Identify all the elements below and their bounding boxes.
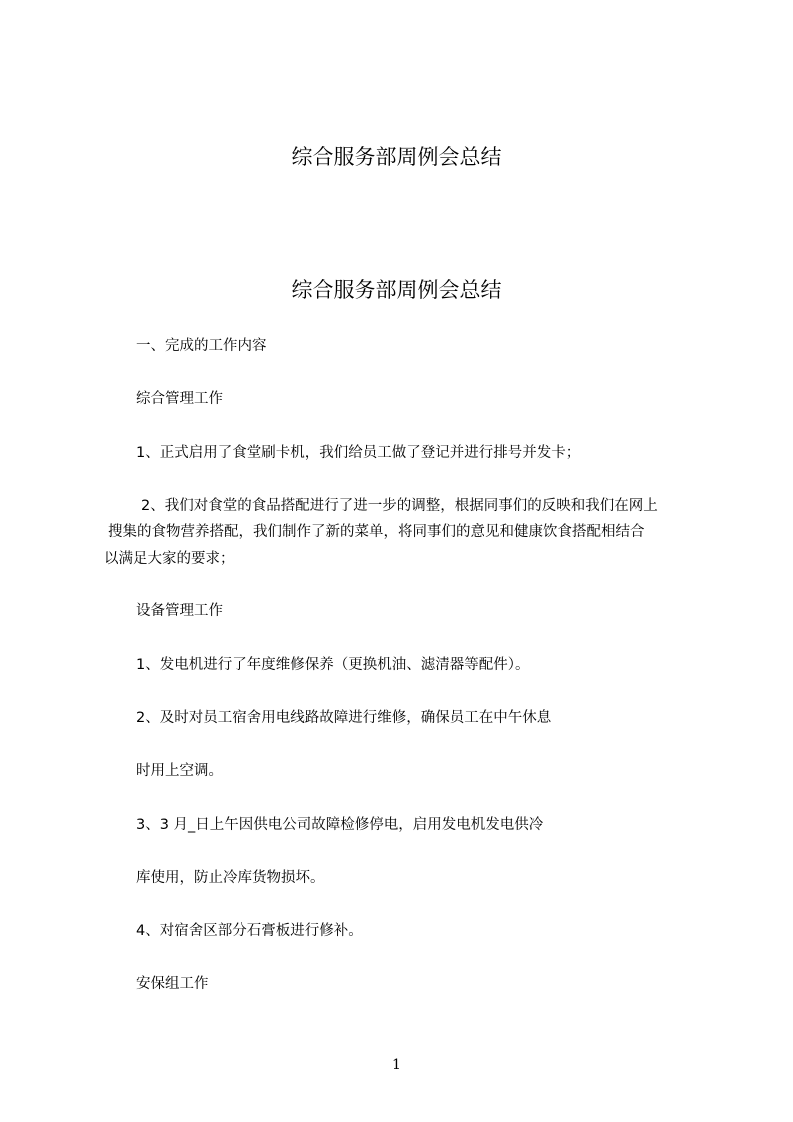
paragraph-general-item-2-line-2: 搜集的食物营养搭配，我们制作了新的菜单，将同事们的意见和健康饮食搭配相结合 (108, 524, 645, 540)
paragraph-equipment-item-2-line-2: 时用上空调。 (136, 763, 223, 779)
paragraph-general-item-1: 1、正式启用了食堂刷卡机，我们给员工做了登记并进行排号并发卡； (136, 445, 581, 461)
paragraph-equipment-item-3-line-2: 库使用，防止冷库货物损坏。 (136, 870, 325, 886)
paragraph-general-item-2-line-1: 2、我们对食堂的食品搭配进行了进一步的调整，根据同事们的反映和我们在网上 (141, 498, 658, 514)
paragraph-equipment-item-3-line-1: 3、3 月_日上午因供电公司故障检修停电，启用发电机发电供冷 (136, 817, 544, 833)
paragraph-equipment-item-1: 1、发电机进行了年度维修保养（更换机油、滤清器等配件）。 (136, 657, 530, 673)
paragraph-general-item-2-line-3: 以满足大家的要求； (104, 551, 235, 567)
subsection-heading-security-team: 安保组工作 (136, 976, 209, 992)
page-number: 1 (392, 1057, 401, 1073)
cover-title: 综合服务部周例会总结 (291, 145, 502, 169)
subsection-heading-equipment-management: 设备管理工作 (136, 603, 223, 619)
document-title: 综合服务部周例会总结 (291, 278, 502, 302)
section-heading: 一、完成的工作内容 (136, 338, 267, 354)
paragraph-equipment-item-4: 4、对宿舍区部分石膏板进行修补。 (136, 923, 363, 939)
subsection-heading-general-management: 综合管理工作 (136, 391, 223, 407)
paragraph-equipment-item-2-line-1: 2、及时对员工宿舍用电线路故障进行维修，确保员工在中午休息 (136, 710, 552, 726)
